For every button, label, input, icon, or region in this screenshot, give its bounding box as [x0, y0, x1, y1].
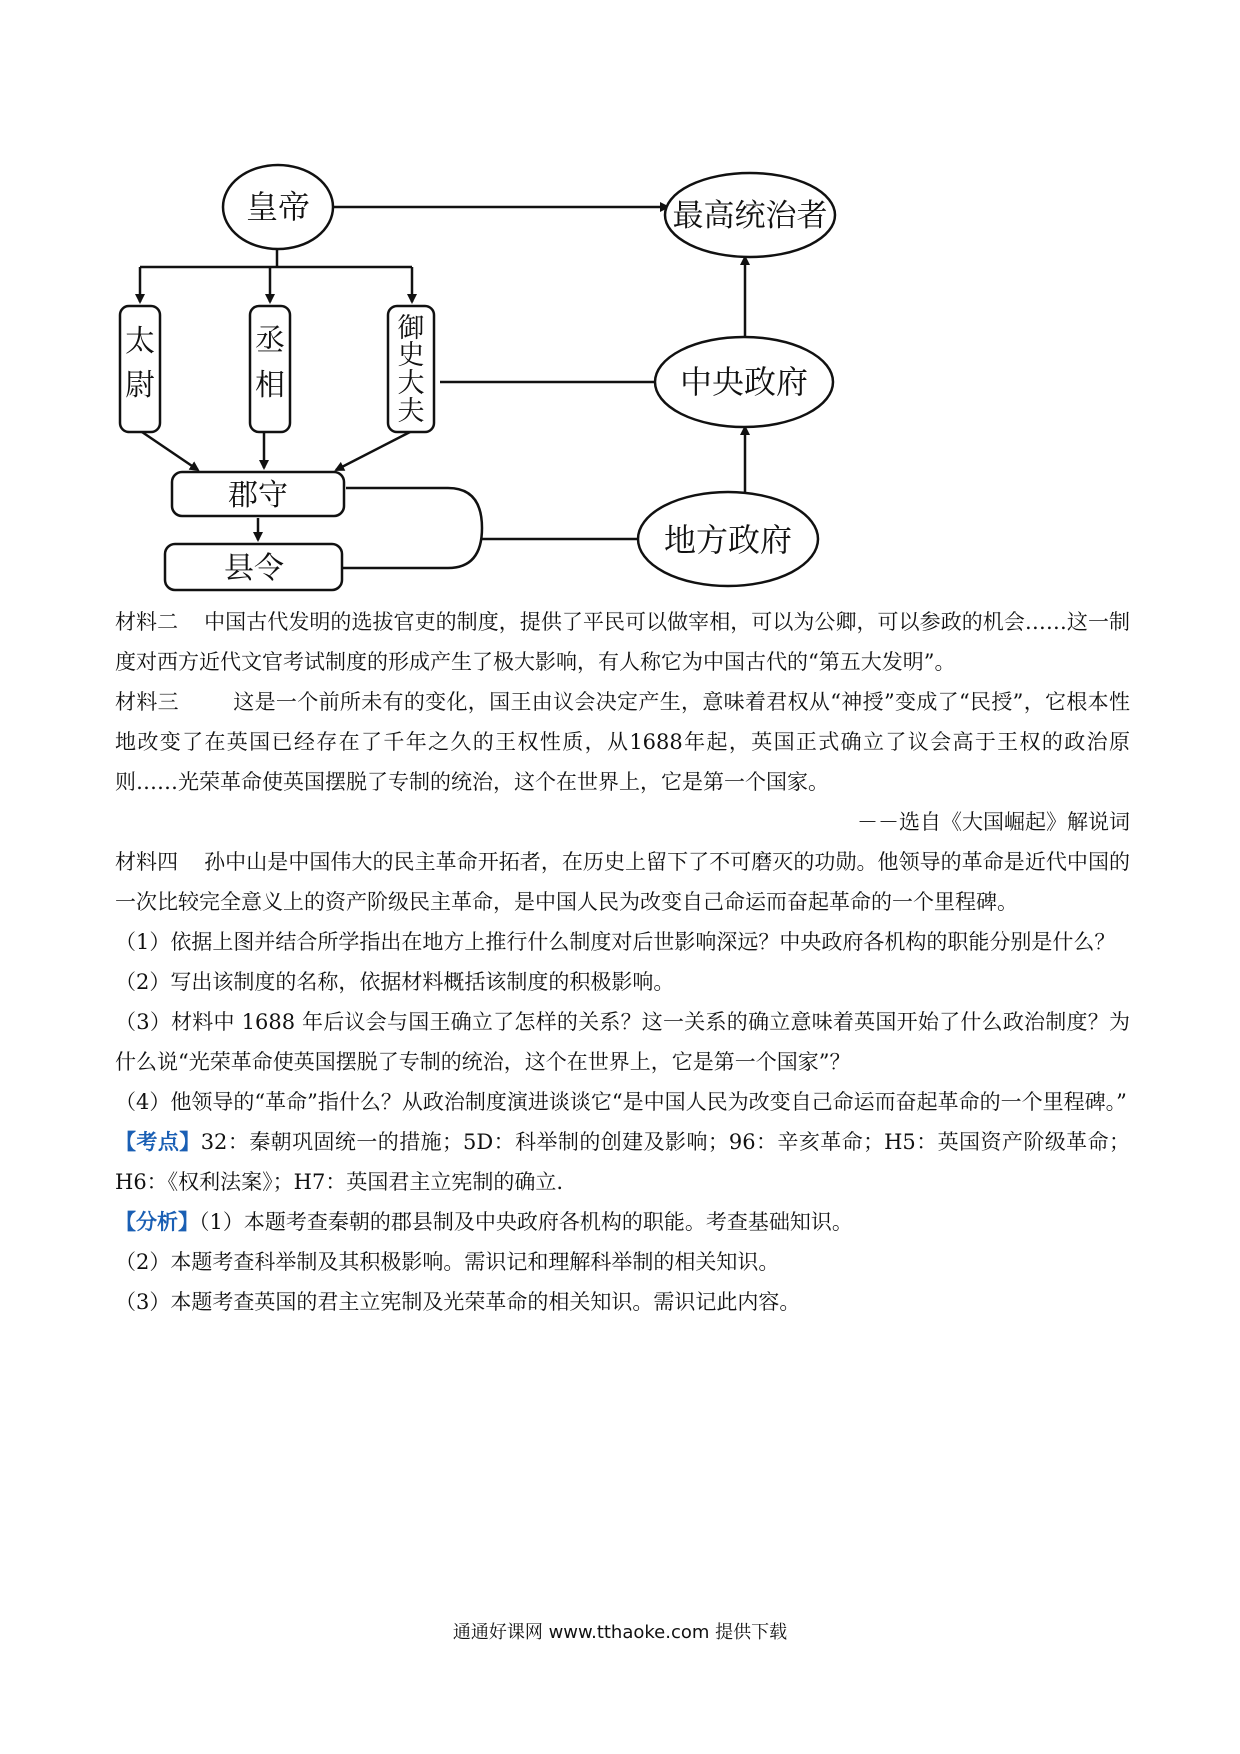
- taiwei-to-junshou-arrow: [142, 432, 198, 470]
- yushi-char-4: 夫: [397, 396, 425, 427]
- qin-government-diagram: [0, 0, 1240, 600]
- taiwei-char-1: 太: [125, 324, 155, 359]
- page-footer: 通通好课网 www.tthaoke.com 提供下载: [452, 1622, 788, 1643]
- fenxi-text-1: （1）本题考查秦朝的郡县制及中央政府各机构的职能。考查基础知识。: [199, 1210, 853, 1234]
- fenxi-line-1: [115, 1202, 1130, 1242]
- central-gov-label: 中央政府: [679, 363, 809, 401]
- material-2: [115, 602, 1130, 682]
- question-2: （2）写出该制度的名称，依据材料概括该制度的积极影响。: [115, 970, 675, 994]
- chengxiang-char-2: 相: [255, 368, 285, 403]
- material-3: [115, 682, 1130, 802]
- material-4-label: 材料四: [115, 850, 179, 874]
- kaodian-tag: 【考点】: [115, 1129, 201, 1154]
- xianling-label: 县令: [224, 551, 284, 586]
- fenxi-line-2: （2）本题考查科举制及其积极影响。需识记和理解科举制的相关知识。: [115, 1250, 780, 1274]
- kaodian: [115, 1122, 1130, 1202]
- kaodian-text: 32：秦朝巩固统一的措施；5D：科举制的创建及影响；96：辛亥革命；H5：英国资产阶级革命；H6：《权利法案》；H7：英国君主立宪制的确立.: [115, 1130, 1131, 1194]
- junshou-label: 郡守: [228, 478, 288, 513]
- material-2-label: 材料二: [115, 610, 179, 634]
- question-1: （1）依据上图并结合所学指出在地方上推行什么制度对后世影响深远？中央政府各机构的职能分别是什么？: [115, 930, 1116, 954]
- material-4-text: 孙中山是中国伟大的民主革命开拓者，在历史上留下了不可磨灭的功勋。他领导的革命是近代中国的一次比较完全意义上的资产阶级民主革命，是中国人民为改变自己命运而奋起革命的一个里程碑。: [115, 850, 1131, 914]
- yushi-char-2: 史: [397, 340, 425, 371]
- taiwei-char-2: 尉: [125, 368, 155, 403]
- question-3: （3）材料中 1688 年后议会与国王确立了怎样的关系？这一关系的确立意味着英国开始了什么政治制度？为什么说“光荣革命使英国摆脱了专制的统治，这个在世界上，它是第一个国家”？: [115, 1010, 1130, 1074]
- yushi-to-junshou-arrow: [336, 432, 410, 470]
- supreme-ruler-label: 最高统治者: [672, 198, 828, 234]
- yushi-char-1: 御: [397, 313, 425, 344]
- yushi-char-3: 大: [397, 368, 425, 399]
- material-4: [115, 842, 1130, 922]
- material-3-text: 这是一个前所未有的变化，国王由议会决定产生，意味着君权从“神授”变成了“民授”，它根本性地改变了在英国已经存在了千年之久的王权性质，从1688年起，英国正式确立了议会高于王权的政治原则……光荣革命使英国摆脱了专制的统治，这个在世界上，它是第一个国家。: [115, 690, 1130, 794]
- fenxi-line-3: （3）本题考查英国的君主立宪制及光荣革命的相关知识。需识记此内容。: [115, 1290, 801, 1314]
- chengxiang-char-1: 丞: [255, 323, 285, 358]
- fenxi-tag: 【分析】: [115, 1209, 199, 1234]
- local-bracket: [342, 488, 482, 568]
- material-3-label: 材料三: [115, 690, 179, 714]
- emperor-label: 皇帝: [245, 188, 311, 226]
- local-gov-label: 地方政府: [663, 521, 793, 559]
- question-4: （4）他领导的“革命”指什么？从政治制度演进谈谈它“是中国人民为改变自己命运而奋起革命的一个里程碑。”: [115, 1090, 1127, 1114]
- material-2-text: 中国古代发明的选拔官吏的制度，提供了平民可以做宰相，可以为公卿，可以参政的机会……这一制度对西方近代文官考试制度的形成产生了极大影响，有人称它为中国古代的“第五大发明”。: [115, 610, 1131, 674]
- material-3-source: －－选自《大国崛起》解说词: [857, 810, 1130, 834]
- document-body: [115, 602, 1130, 1322]
